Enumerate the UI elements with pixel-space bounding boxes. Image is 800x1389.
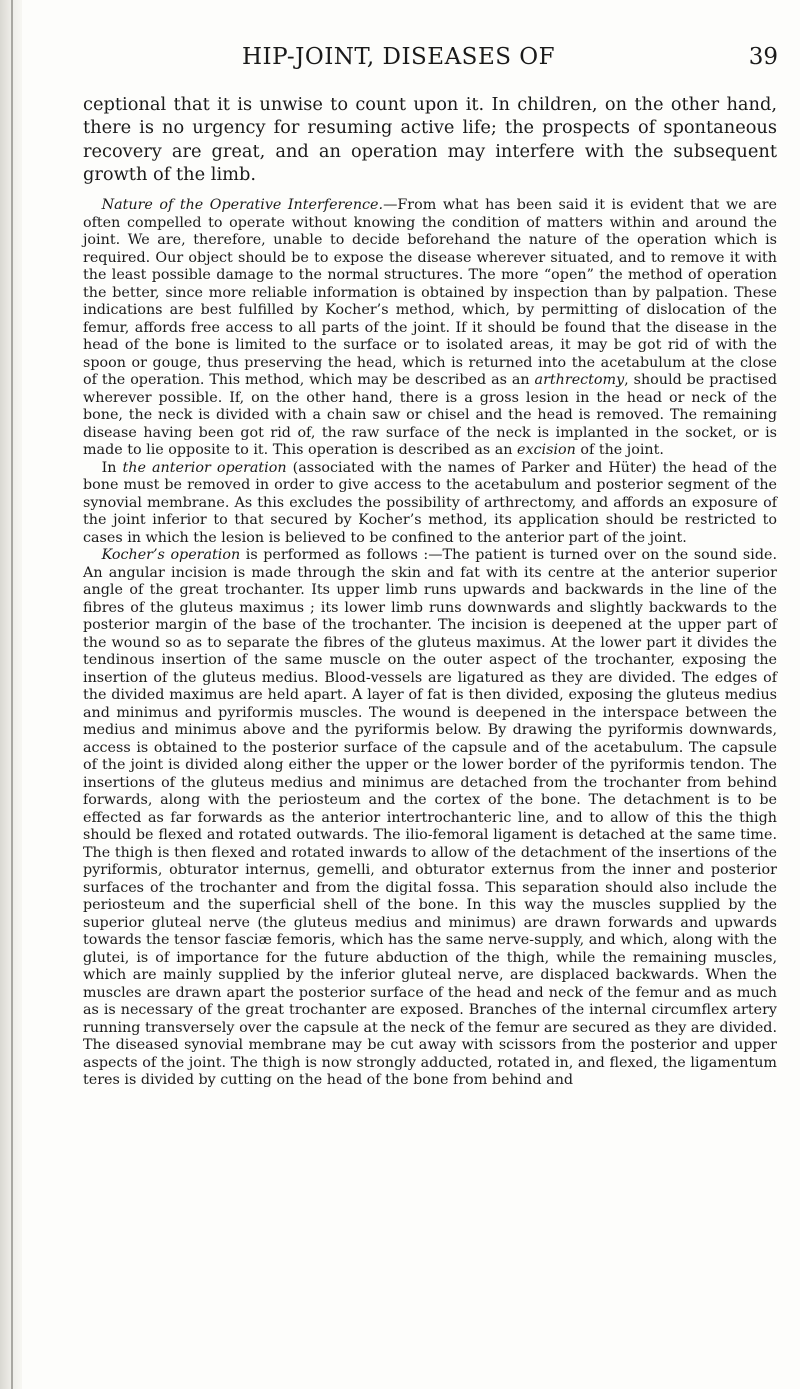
page-number: 39 — [748, 44, 778, 70]
paragraph-anterior-operation — [83, 460, 777, 548]
page-header — [200, 44, 778, 74]
paragraph-text: —From what has been said it is evident that we are often compelled to operate without knowing the condition of matters within and around the joint. We are, therefore, unable to decide beforehand the nature of the operation which is required. Our object should be to expose the disease wherever situated, and to remove it with the least possible damage to the normal structures. The more “open” the method of operation the better, since more reliable information is obtained by inspection than by palpation. These indications are best fulfilled by Kocher’s method, which, by permitting of dislocation of the femur, affords free access to all parts of the joint. If it should be found that the disease in the head of the bone is limited to the surface or to isolated areas, it may be got rid of with the spoon or gouge, thus preserving the head, which is returned into the acetabulum at the close of the operation. This method, which may be described as an — [83, 197, 778, 389]
term-arthrectomy: arthrectomy — [534, 372, 625, 389]
paragraph-kochers-operation — [83, 547, 777, 1090]
section-heading-anterior: the anterior operation — [122, 459, 287, 476]
body-text — [83, 197, 777, 1090]
paragraph-text: (associated with the names of Parker and Hüter) the head of the bone must be removed in order to give access to the acetabulum and posterior segment of the synovial membrane. As this excludes the possibility of arthrectomy, and affords an exposure of the joint inferior to that secured by Kocher’s method, its application should be restricted to cases in which the lesion is believed to be confined to the anterior part of the joint. — [83, 459, 777, 546]
section-heading-kocher: Kocher’s operation — [101, 547, 241, 564]
term-excision: excision — [517, 442, 576, 459]
page-content — [83, 93, 777, 1090]
binding-edge — [11, 0, 13, 1389]
paragraph-prefix: In — [101, 459, 123, 476]
paragraph-text: , should be practised wherever possible. If, on the other hand, there is a gross lesion in the head or neck of the bone, the neck is divided with a chain saw or chisel and the head is removed. The remaining disease having been got rid of, the raw surface of the neck is implanted in the socket, or is made to lie opposite to it. This operation is described as an — [83, 372, 777, 459]
lead-paragraph: ceptional that it is unwise to count upon it. In children, on the other hand, there is no urgency for resuming active life; the prospects of spontaneous recovery are great, and an operation may interfere with the subsequent growth of the limb. — [83, 94, 777, 185]
section-heading-nature: Nature of the Operative Interference. — [101, 197, 384, 214]
paragraph-text: of the joint. — [575, 442, 664, 459]
paragraph-text: is performed as follows :—The patient is turned over on the sound side. An angular incision is made through the skin and fat with its centre at the anterior superior angle of the great trochanter. Its upper limb runs upwards and backwards in the line of the fibres of the gluteus maximus ; its lower limb runs downwards and slightly backwards to the posterior margin of the base of the trochanter. The incision is deepened at the upper part of the wound so as to separate the fibres of the gluteus maximus. At the lower part it divides the tendinous insertion of the same muscle on the outer aspect of the trochanter, exposing the insertion of the gluteus medius. Blood-vessels are ligatured as they are divided. The edges of the divided maximus are held apart. A layer of fat is then divided, exposing the gluteus medius and minimus and pyriformis muscles. The wound is deepened in the interspace between the medius and minimus above and the pyriformis below. By drawing the pyriformis downwards, access is obtained to the posterior surface of the capsule and of the acetabulum. The capsule of the joint is divided along either the upper or the lower border of the pyriformis tendon. The insertions of the gluteus medius and minimus are detached from the trochanter from behind forwards, along with the periosteum and the cortex of the bone. The detachment is to be effected as far forwards as the anterior intertrochanteric line, and to allow of this the thigh should be flexed and rotated outwards. The ilio-femoral ligament is detached at the same time. The thigh is then flexed and rotated inwards to allow of the detachment of the insertions of the pyriformis, obturator internus, gemelli, and obturator externus from the inner and posterior surfaces of the trochanter and from the digital fossa. This separation should also include the periosteum and the superficial shell of the bone. In this way the muscles supplied by the superior gluteal nerve (the gluteus medius and minimus) are drawn forwards and upwards towards the tensor fasciæ femoris, which has the same nerve-supply, and which, along with the glutei, is of importance for the future abduction of the thigh, while the remaining muscles, which are mainly supplied by the inferior gluteal nerve, are displaced backwards. When the muscles are drawn apart the posterior surface of the head and neck of the femur and as much as is necessary of the great trochanter are exposed. Branches of the internal circumflex artery running transversely over the capsule at the neck of the femur are secured as they are divided. The diseased synovial membrane may be cut away with scissors from the posterior and upper aspects of the joint. The thigh is now strongly adducted, rotated in, and flexed, the ligamentum teres is divided by cutting on the head of the bone from behind and — [83, 547, 777, 1089]
running-title: HIP-JOINT, DISEASES OF — [242, 44, 556, 70]
paragraph-nature-of-operative-interference — [83, 197, 777, 460]
